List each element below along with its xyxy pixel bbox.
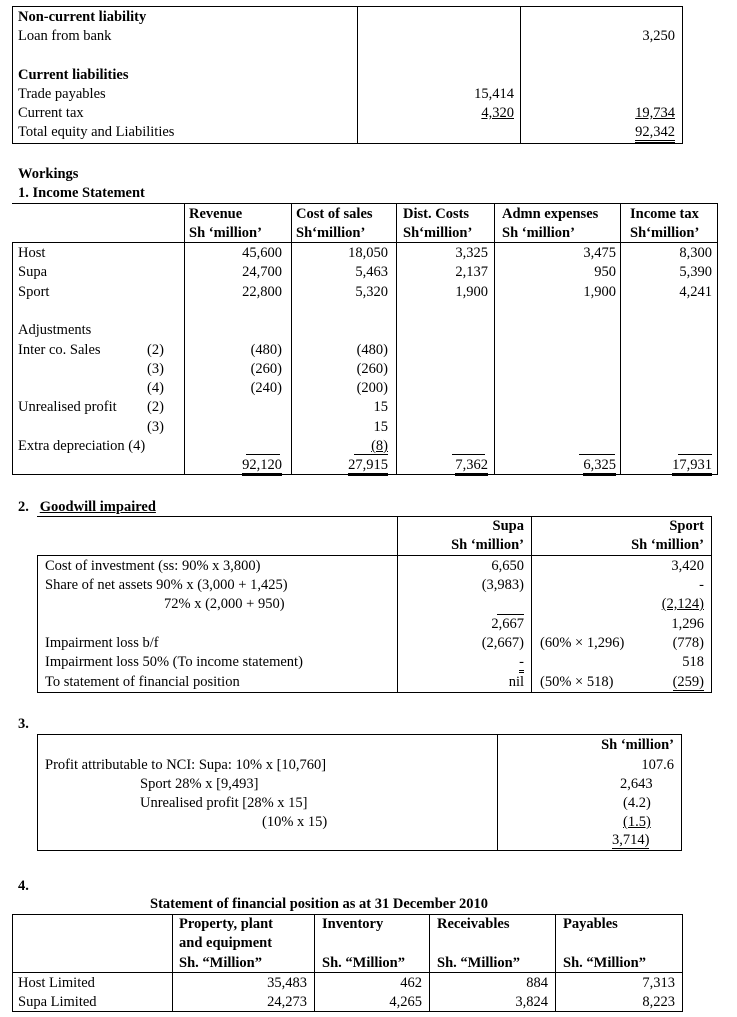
w1-cell: (200) [356, 380, 388, 397]
w2-imp50-sport: 518 [682, 654, 704, 670]
w4-cell: 3,824 [515, 994, 548, 1010]
w4-header-payables: Payables [563, 916, 618, 932]
w3-line1-label: Profit attributable to NCI: Supa: 10% x [10,760] [45, 757, 327, 773]
w1-cell: 950 [594, 264, 616, 281]
w1-cell: (8) [371, 438, 388, 454]
w1-row-ref: (2) [147, 341, 164, 358]
w1-header-cos: Cost of sales [296, 206, 373, 222]
trade-value: 15,414 [474, 86, 514, 102]
w2-na-supa: (3,983) [481, 577, 524, 593]
w2-imp50-supa: - [400, 654, 524, 671]
w4-number: 4. [18, 878, 29, 894]
w2-header-sport-unit: Sh ‘million’ [631, 537, 704, 553]
w4-header-receivables: Receivables [437, 916, 510, 932]
w1-cell: (260) [250, 360, 282, 377]
w2-na2-label: 72% x (2,000 + 950) [164, 596, 285, 612]
w2-na2-sport: (2,124) [661, 596, 704, 612]
w1-row-ref: (4) [147, 380, 164, 397]
w4-header-ppe: Property, plant [179, 916, 273, 932]
w4-title: Statement of financial position as at 31 December 2010 [150, 896, 489, 912]
w1-total-tax: 17,931 [624, 457, 712, 474]
w4-cell: 4,265 [389, 994, 422, 1010]
w3-number: 3. [18, 716, 29, 732]
w4-header-receivables-unit: Sh. “Million” [437, 955, 520, 971]
loan-value: 3,250 [642, 28, 675, 44]
w1-row-label: Extra depreciation (4) [18, 438, 146, 454]
w3-line3-label: Unrealised profit [28% x 15] [140, 795, 308, 811]
trade-label: Trade payables [18, 86, 106, 102]
w2-na-sport: - [699, 577, 704, 593]
w1-cell: 24,700 [242, 264, 282, 281]
w1-cell: 4,241 [679, 283, 712, 300]
w1-row-label: Sport [18, 283, 50, 300]
workings-heading: Workings [18, 166, 79, 182]
w1-cell: (260) [356, 360, 388, 377]
w1-cell: 3,475 [583, 245, 616, 261]
w1-cell: 15 [373, 418, 388, 435]
w1-total-cos: 27,915 [296, 457, 388, 474]
w1-cell: 1,900 [455, 283, 488, 300]
noncurrent-heading: Non-current liability [18, 9, 147, 25]
w1-total-revenue: 92,120 [190, 457, 282, 474]
w4-header-ppe-2: and equipment [179, 935, 273, 951]
w1-row-label: Unrealised profit [18, 399, 117, 416]
w2-imp50-label: Impairment loss 50% (To income statement) [45, 654, 303, 670]
w1-header-admn: Admn expenses [502, 206, 599, 222]
w4-cell: 462 [400, 975, 422, 991]
current-total: 19,734 [635, 105, 675, 121]
w1-cell: 2,137 [455, 264, 488, 281]
w1-cell: 5,463 [355, 264, 388, 281]
w1-row-ref: (3) [147, 360, 164, 377]
w1-header-tax: Income tax [630, 206, 699, 222]
tax-label: Current tax [18, 105, 84, 121]
w2-header-sport: Sport [669, 518, 704, 534]
w2-sfp-sport: (259) [640, 674, 704, 691]
total-label: Total equity and Liabilities [18, 124, 175, 140]
w1-row-ref: (2) [147, 399, 164, 416]
w1-cell: (480) [250, 341, 282, 358]
w4-cell: 24,273 [267, 994, 307, 1010]
w2-cost-sport: 3,420 [671, 558, 704, 574]
w3-line2-label: Sport 28% x [9,493] [140, 776, 259, 792]
w1-cell: 18,050 [348, 245, 388, 261]
w1-cell: 3,325 [455, 245, 488, 261]
w3-total: 3,714) [612, 832, 649, 849]
tax-value: 4,320 [481, 105, 514, 121]
w3-line3-value: (4.2) [623, 795, 651, 811]
w2-imp-supa: (2,667) [481, 635, 524, 651]
w4-header-ppe-unit: Sh. “Million” [179, 955, 262, 971]
w4-cell: 884 [526, 975, 548, 991]
w4-row-label: Supa Limited [18, 994, 97, 1010]
w1-header-dist-unit: Sh‘million’ [403, 225, 473, 241]
w3-line4-label: (10% x 15) [262, 814, 328, 830]
w1-row-label: Inter co. Sales [18, 341, 101, 358]
w3-line4-value: (1.5) [623, 814, 651, 830]
current-heading: Current liabilities [18, 67, 129, 83]
w2-sub-supa: 2,667 [491, 616, 524, 632]
w2-cost-supa: 6,650 [491, 558, 524, 574]
w3-header-unit: Sh ‘million’ [601, 737, 674, 753]
w4-cell: 8,223 [642, 994, 675, 1010]
w2-imp-note: (60% × 1,296) [540, 635, 625, 651]
w1-header-tax-unit: Sh‘million’ [630, 225, 700, 241]
w2-header-supa: Supa [492, 518, 524, 534]
w1-header-revenue-unit: Sh ‘million’ [189, 225, 262, 241]
w2-cost-label: Cost of investment (ss: 90% x 3,800) [45, 558, 261, 574]
w3-line1-value: 107.6 [641, 757, 674, 773]
w1-row-label: Adjustments [18, 322, 92, 339]
w3-line2-value: 2,643 [620, 776, 653, 792]
w4-cell: 7,313 [642, 975, 675, 991]
w1-total-dist: 7,362 [400, 457, 488, 474]
w1-header-admn-unit: Sh ‘million’ [502, 225, 575, 241]
loan-label: Loan from bank [18, 28, 112, 44]
w1-cell: 45,600 [242, 245, 282, 261]
w1-title: 1. Income Statement [18, 185, 145, 201]
w1-cell: 8,300 [679, 245, 712, 261]
w1-row-label: Supa [18, 264, 47, 281]
w1-header-cos-unit: Sh‘million’ [296, 225, 366, 241]
total-value: 92,342 [560, 124, 675, 141]
w2-imp-label: Impairment loss b/f [45, 635, 159, 651]
w1-header-revenue: Revenue [189, 206, 243, 222]
w4-cell: 35,483 [267, 975, 307, 991]
w1-cell: 5,320 [355, 283, 388, 300]
w1-header-dist: Dist. Costs [403, 206, 470, 222]
w2-sfp-label: To statement of financial position [45, 674, 240, 690]
w1-cell: (240) [250, 380, 282, 397]
w2-na-label: Share of net assets 90% x (3,000 + 1,425) [45, 577, 288, 593]
w4-header-inventory: Inventory [322, 916, 384, 932]
w1-total-admn: 6,325 [500, 457, 616, 474]
w1-row-ref: (3) [147, 418, 164, 435]
w2-imp-sport: (778) [672, 635, 704, 651]
w4-header-inventory-unit: Sh. “Million” [322, 955, 405, 971]
w1-row-label: Host [18, 245, 46, 261]
w1-cell: 15 [373, 399, 388, 416]
w1-cell: 5,390 [679, 264, 712, 281]
w1-cell: 1,900 [583, 283, 616, 300]
w2-sfp-supa: nil [508, 674, 524, 690]
w1-cell: (480) [356, 341, 388, 358]
w4-header-payables-unit: Sh. “Million” [563, 955, 646, 971]
w1-cell: 22,800 [242, 283, 282, 300]
w2-sfp-note: (50% × 518) [540, 674, 614, 690]
w4-row-label: Host Limited [18, 975, 95, 991]
w2-header-supa-unit: Sh ‘million’ [451, 537, 524, 553]
w2-sub-sport: 1,296 [671, 616, 704, 632]
w2-title: Goodwill impaired [39, 499, 156, 515]
